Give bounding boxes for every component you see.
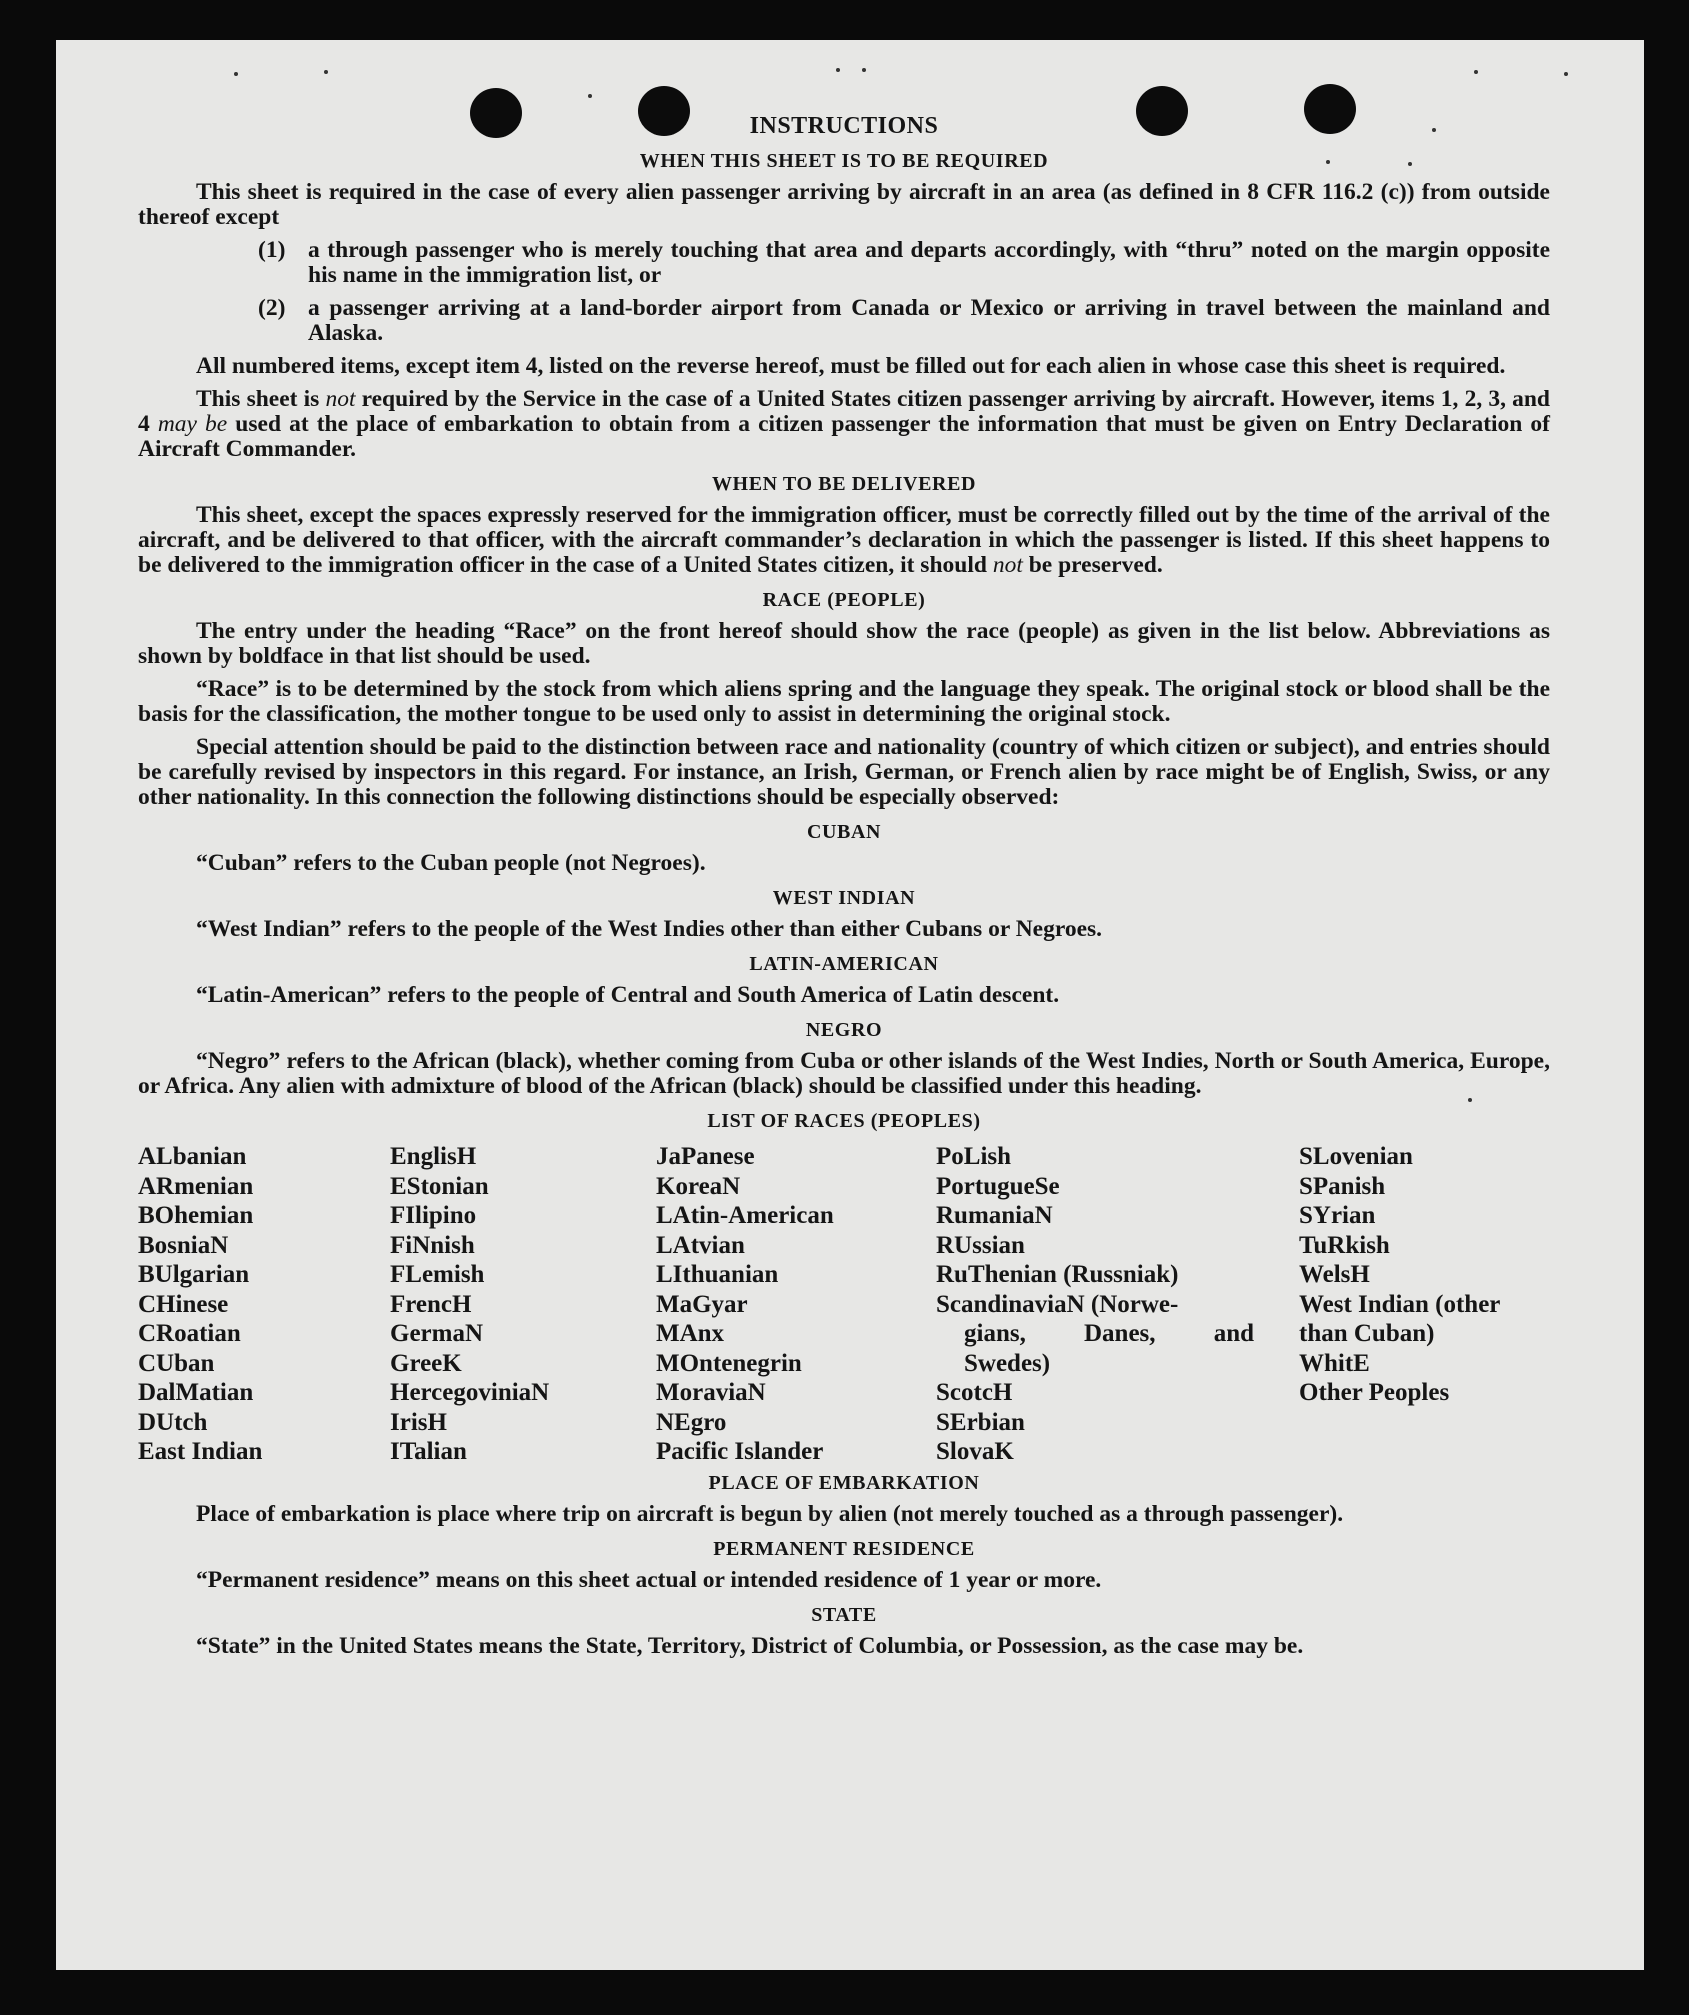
races-column xyxy=(656,1142,936,1467)
race-item: SErbian xyxy=(936,1408,1025,1436)
race-item: gians, Danes, and xyxy=(964,1320,1254,1347)
speck xyxy=(588,94,592,98)
item-text: a passenger arriving at a land-border airport from Canada or Mexico or arriving in travel between the mainland and Alaska. xyxy=(308,295,1550,346)
paragraph-race-definition: “Race” is to be determined by the stock from which aliens spring and the language they speak. The original stock or blood shall be the basis for the classification, the mother tongue to be used only to assist in determining the original stock. xyxy=(138,676,1550,727)
exceptions-list xyxy=(138,238,1550,346)
heading-west-indian: WEST INDIAN xyxy=(772,887,916,909)
definition-latin-american: “Latin-American” refers to the people of Central and South America of Latin descent. xyxy=(196,982,1060,1008)
race-item: SPanish xyxy=(1299,1172,1386,1200)
definition-state: “State” in the United States means the State, Territory, District of Columbia, or Possession, as the case may be. xyxy=(196,1632,1304,1659)
heading-list-of-races: LIST OF RACES (PEOPLES) xyxy=(707,1110,981,1132)
race-item: SYrian xyxy=(1299,1202,1376,1229)
races-column xyxy=(936,1142,1299,1467)
race-item: ARmenian xyxy=(138,1172,254,1200)
definition-west-indian: “West Indian” refers to the people of the West Indies other than either Cubans or Negroes. xyxy=(196,916,1103,942)
document-content xyxy=(138,114,1550,1667)
paragraph-required-intro: This sheet is required in the case of every alien passenger arriving by aircraft in an area (as defined in 8 CFR 116.2 (c)) from outside thereof except xyxy=(138,179,1550,230)
race-item: BosniaN xyxy=(138,1231,229,1259)
race-item: Other Peoples xyxy=(1299,1379,1450,1406)
paragraph-delivered: This sheet, except the spaces expressly reserved for the immigration officer, must be correctly filled out by the time of the arrival of the aircraft, and be delivered to that officer, with the aircraft commander’s declaration in which the passenger is listed. If this sheet happens to be delivered to the immigration officer in the case of a United States citizen, it should not be preserved. xyxy=(138,502,1550,578)
race-item: FrencH xyxy=(390,1290,472,1318)
definition-cuban: “Cuban” refers to the Cuban people (not Negroes). xyxy=(196,850,706,876)
races-column xyxy=(390,1142,656,1467)
race-item: FLemish xyxy=(390,1261,485,1288)
paragraph-citizen: This sheet is not required by the Service in the case of a United States citizen passenger arriving by aircraft. However, items 1, 2, 3, and 4 may be used at the place of embarkation to obtain from a citizen passenger the information that must be given on Entry Declaration of Aircraft Commander. xyxy=(138,386,1551,462)
speck xyxy=(1474,70,1478,74)
race-item: PortugueSe xyxy=(936,1172,1060,1200)
race-item: HercegoviniaN xyxy=(390,1379,550,1406)
race-item: TuRkish xyxy=(1299,1231,1390,1259)
list-item xyxy=(138,296,1550,346)
item-number: (1) xyxy=(258,237,286,263)
definition-negro: “Negro” refers to the African (black), whether coming from Cuba or other islands of the West Indies, North or South America, Europe, or Africa. Any alien with admixture of blood of the African (black) should be classified under this heading. xyxy=(138,1048,1550,1099)
heading-residence: PERMANENT RESIDENCE xyxy=(713,1537,975,1560)
race-item: EnglisH xyxy=(390,1143,477,1170)
heading-required: WHEN THIS SHEET IS TO BE REQUIRED xyxy=(639,150,1049,172)
speck xyxy=(836,68,840,72)
races-table xyxy=(138,1142,1550,1467)
race-item: MaGyar xyxy=(656,1290,748,1318)
race-item: WhitE xyxy=(1299,1349,1370,1377)
list-item xyxy=(138,238,1550,288)
heading-latin-american: LATIN-AMERICAN xyxy=(749,953,939,975)
heading-cuban: CUBAN xyxy=(806,821,882,843)
paragraph-race-entry: The entry under the heading “Race” on the front hereof should show the race (people) as given in the list below. Abbreviations as shown by boldface in that list should be used. xyxy=(138,618,1550,669)
race-item: ScandinaviaN (Norwe- xyxy=(936,1290,1179,1318)
heading-embarkation: PLACE OF EMBARKATION xyxy=(708,1471,980,1494)
race-item: GreeK xyxy=(390,1349,462,1377)
race-item: ITalian xyxy=(390,1438,467,1465)
race-item: DalMatian xyxy=(138,1379,254,1406)
race-item: LAtvian xyxy=(656,1231,745,1259)
race-item: EStonian xyxy=(390,1172,489,1200)
race-item: Swedes) xyxy=(964,1349,1051,1377)
race-item: DUtch xyxy=(138,1408,208,1436)
race-item: than Cuban) xyxy=(1299,1320,1435,1347)
race-item: MoraviaN xyxy=(656,1379,766,1406)
race-item: MOntenegrin xyxy=(656,1349,802,1377)
race-item: WelsH xyxy=(1299,1261,1370,1288)
paragraph-numbered-items: All numbered items, except item 4, listed on the reverse hereof, must be filled out for each alien in whose case this sheet is required. xyxy=(196,353,1506,379)
paragraph-race-nationality: Special attention should be paid to the distinction between race and nationality (country of which citizen or subject), and entries should be carefully revised by inspectors in this regard. For instance, an Irish, German, or French alien by race might be of English, Swiss, or any other nationality. In this connection the following distinctions should be especially observed: xyxy=(138,734,1550,810)
races-column xyxy=(138,1142,390,1467)
race-item: CUban xyxy=(138,1349,215,1377)
heading-race: RACE (PEOPLE) xyxy=(762,589,926,611)
document-sheet xyxy=(56,40,1644,1970)
heading-negro: NEGRO xyxy=(805,1019,883,1041)
race-item: CHinese xyxy=(138,1290,229,1318)
speck xyxy=(862,68,866,72)
race-item: ScotcH xyxy=(936,1379,1013,1406)
race-item: IrisH xyxy=(390,1408,447,1436)
race-item: RUssian xyxy=(936,1231,1025,1259)
race-item: MAnx xyxy=(656,1320,725,1347)
race-item: JaPanese xyxy=(656,1143,755,1170)
race-item: GermaN xyxy=(390,1320,484,1347)
race-item: BUlgarian xyxy=(138,1261,250,1288)
races-column xyxy=(1299,1142,1549,1467)
race-item: NEgro xyxy=(656,1408,727,1436)
race-item: CRoatian xyxy=(138,1320,241,1347)
race-item: RuThenian (Russniak) xyxy=(936,1261,1179,1288)
speck xyxy=(234,72,238,76)
race-item: FIlipino xyxy=(390,1202,477,1229)
race-item: PoLish xyxy=(936,1143,1012,1170)
speck xyxy=(1564,72,1568,76)
race-item: SlovaK xyxy=(936,1438,1014,1465)
race-item: LIthuanian xyxy=(656,1261,779,1288)
definition-residence: “Permanent residence” means on this sheet actual or intended residence of 1 year or more. xyxy=(196,1566,1102,1593)
race-item: LAtin-American xyxy=(656,1202,834,1229)
race-item: Pacific Islander xyxy=(656,1438,824,1465)
heading-delivered: WHEN TO BE DELIVERED xyxy=(711,473,977,495)
race-item: West Indian (other xyxy=(1299,1290,1501,1318)
race-item: KoreaN xyxy=(656,1172,741,1200)
heading-state: STATE xyxy=(811,1603,877,1626)
item-text: a through passenger who is merely touching that area and departs accordingly, with “thru” noted on the margin opposite his name in the immigration list, or xyxy=(308,237,1550,288)
race-item: FiNnish xyxy=(390,1231,475,1259)
definition-embarkation: Place of embarkation is place where trip on aircraft is begun by alien (not merely touched as a through passenger). xyxy=(196,1500,1344,1527)
item-number: (2) xyxy=(258,295,286,321)
race-item: RumaniaN xyxy=(936,1202,1053,1229)
race-item: East Indian xyxy=(138,1438,263,1465)
race-item: SLovenian xyxy=(1299,1143,1413,1170)
race-item: BOhemian xyxy=(138,1202,254,1229)
race-item: ALbanian xyxy=(138,1143,247,1170)
page-title: INSTRUCTIONS xyxy=(749,113,939,139)
speck xyxy=(324,70,328,74)
